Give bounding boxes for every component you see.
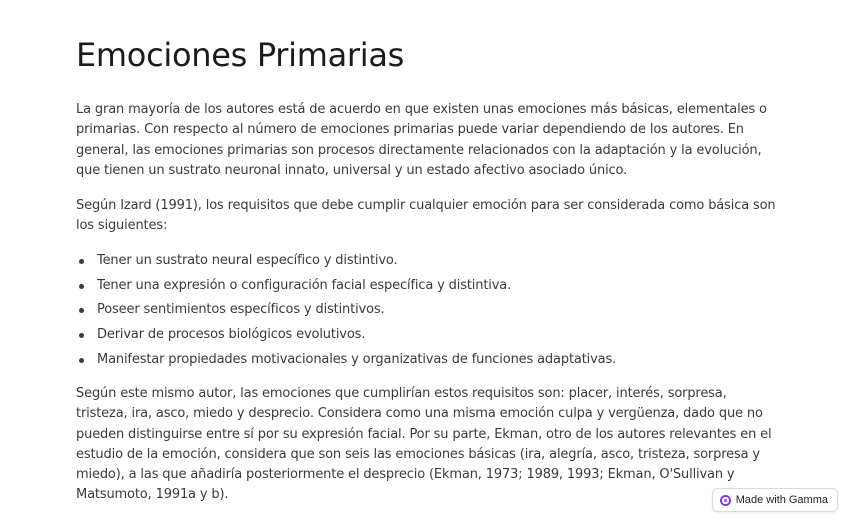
requirements-list bbox=[76, 251, 776, 370]
conclusion-paragraph: Según este mismo autor, las emociones que cumplirían estos requisitos son: placer, interés, sorpresa, tristeza, ira, asco, miedo y desprecio. Considera como una misma emoción culpa y vergüenza, dado que no pueden distinguirse entre sí por su expresión facial. Por su parte, Ekman, otro de los autores relevantes en el estudio de la emoción, considera que son seis las emociones básicas (ira, alegría, asco, tristeza, sorpresa y miedo), a las que añadiría posteriormente el desprecio (Ekman, 1973; 1989, 1993; Ekman, O'Sullivan y Matsumoto, 1991a y b). bbox=[76, 385, 772, 503]
list-item bbox=[76, 325, 776, 345]
intro-paragraph: La gran mayoría de los autores está de acuerdo en que existen unas emociones más básicas, elementales o primarias. Con respecto al número de emociones primarias puede variar dependiendo de los autores. En general, las emociones primarias son procesos directamente relacionados con la adaptación y la evolución, que tienen un sustrato neuronal innato, universal y un estado afectivo asociado único. bbox=[76, 102, 767, 178]
page-title: Emociones Primarias bbox=[76, 36, 405, 74]
bullet-dot-icon bbox=[79, 308, 84, 313]
bullet-dot-icon bbox=[79, 259, 84, 264]
list-item bbox=[76, 276, 776, 296]
slide-content bbox=[76, 34, 776, 506]
list-item-text: Tener un sustrato neural específico y distintivo. bbox=[97, 252, 398, 268]
list-item bbox=[76, 350, 776, 370]
bullet-dot-icon bbox=[79, 358, 84, 363]
list-item-text: Tener una expresión o configuración facial específica y distintiva. bbox=[97, 277, 512, 293]
gamma-logo-icon bbox=[720, 495, 731, 506]
izard-requirements-paragraph: Según Izard (1991), los requisitos que debe cumplir cualquier emoción para ser considerada como básica son los siguientes: bbox=[76, 198, 776, 234]
bullet-dot-icon bbox=[79, 333, 84, 338]
made-with-gamma-badge[interactable] bbox=[712, 488, 838, 512]
list-item-text: Poseer sentimientos específicos y distintivos. bbox=[97, 302, 385, 318]
list-item-text: Manifestar propiedades motivacionales y organizativas de funciones adaptativas. bbox=[97, 351, 617, 367]
list-item bbox=[76, 300, 776, 320]
badge-label: Made with Gamma bbox=[735, 494, 828, 506]
bullet-dot-icon bbox=[79, 284, 84, 289]
list-item bbox=[76, 251, 776, 271]
list-item-text: Derivar de procesos biológicos evolutivos. bbox=[97, 327, 366, 343]
